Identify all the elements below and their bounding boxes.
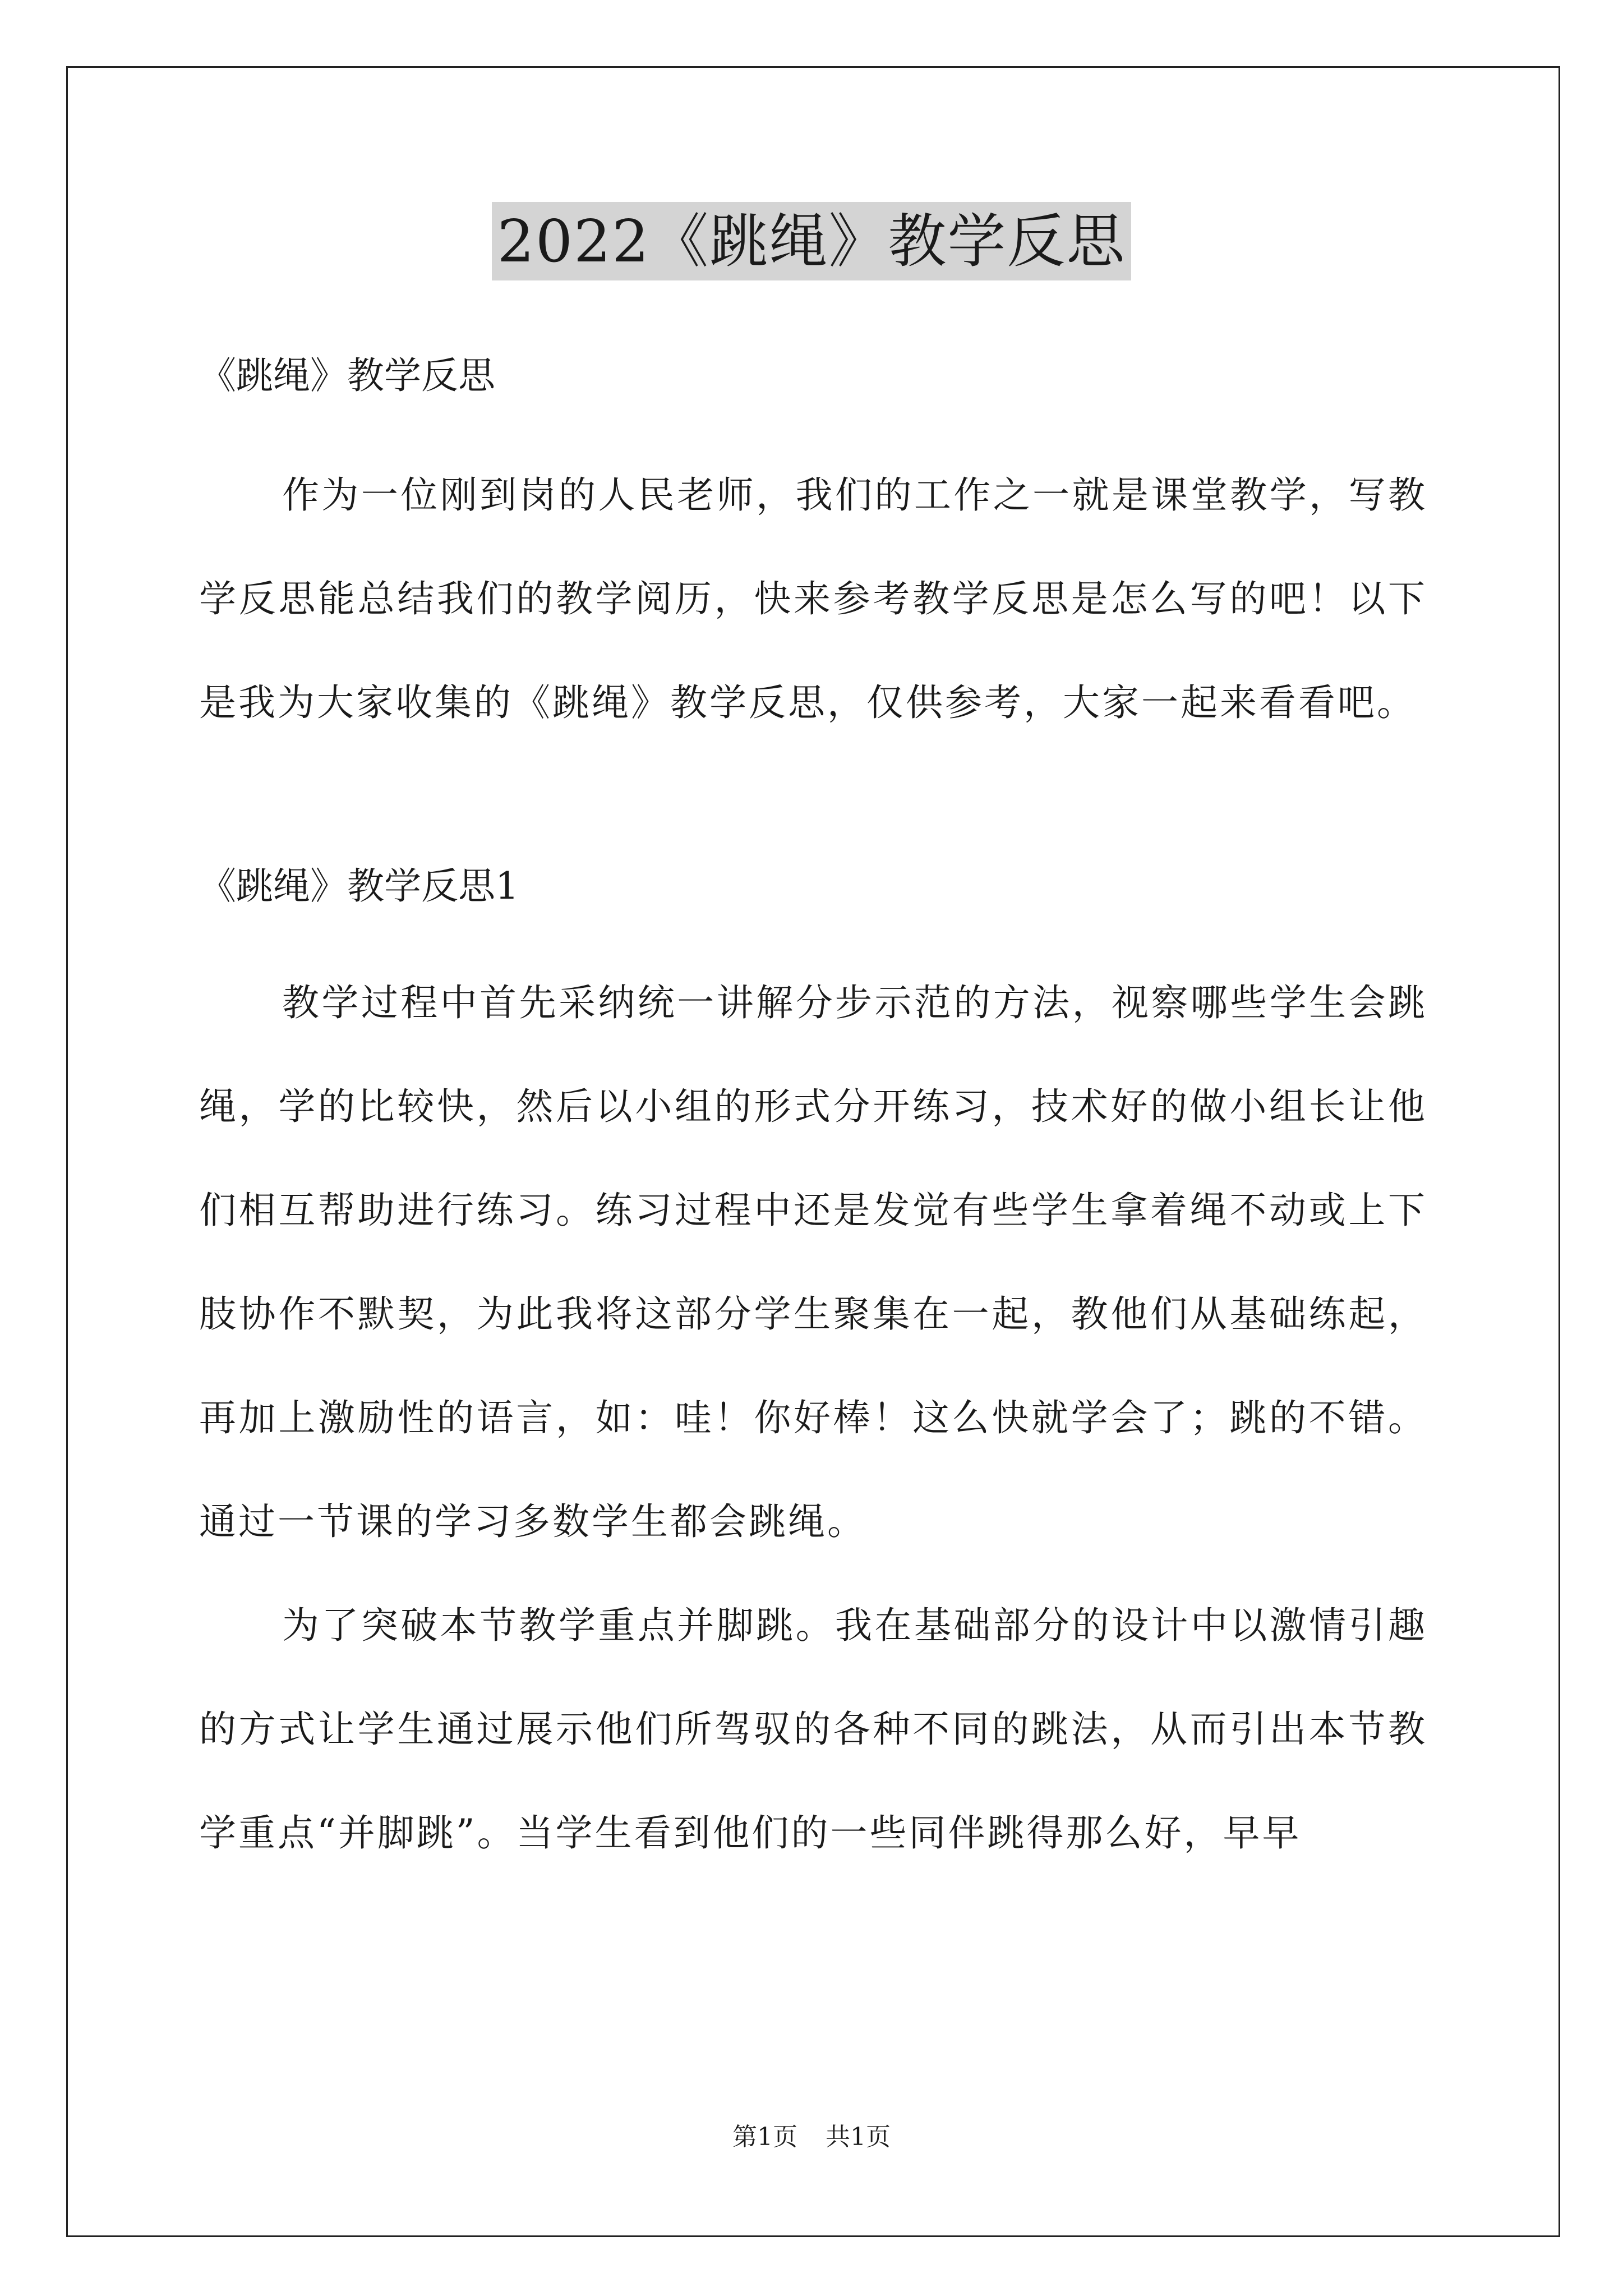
section-paragraph: 为了突破本节教学重点并脚跳。我在基础部分的设计中以激情引趣的方式让学生通过展示他们所驾驭的各种不同的跳法，从而引出本节教学重点“并脚跳”。当学生看到他们的一些同伴跳得那么好，早早 <box>199 1604 1427 1855</box>
page-total: 共1页 <box>826 2123 891 2151</box>
spacer <box>199 920 1427 951</box>
spacer <box>199 409 1427 443</box>
title-container <box>0 202 1623 280</box>
spacer <box>199 754 1427 853</box>
section-paragraph: 教学过程中首先采纳统一讲解分步示范的方法，视察哪些学生会跳绳，学的比较快，然后以小组的形式分开练习，技术好的做小组长让他们相互帮助进行练习。练习过程中还是发觉有些学生拿着绳不动或上下肢协作不默契，为此我将这部分学生聚集在一起，教他们从基础练起，再加上激励性的语言，如：哇！你好棒！这么快就学会了；跳的不错。通过一节课的学习多数学生都会跳绳。 <box>199 981 1427 1543</box>
page-number: 第1页 <box>732 2123 797 2151</box>
intro-paragraph: 作为一位刚到岗的人民老师，我们的工作之一就是课堂教学，写教学反思能总结我们的教学阅历，快来参考教学反思是怎么写的吧！以下是我为大家收集的《跳绳》教学反思，仅供参考，大家一起来看看吧。 <box>199 473 1427 724</box>
section-heading: 《跳绳》教学反思1 <box>199 864 519 908</box>
document-subtitle: 《跳绳》教学反思 <box>199 354 495 397</box>
document-body <box>199 342 1427 1885</box>
document-title: 2022《跳绳》教学反思 <box>492 202 1132 280</box>
page-footer <box>0 2120 1623 2154</box>
